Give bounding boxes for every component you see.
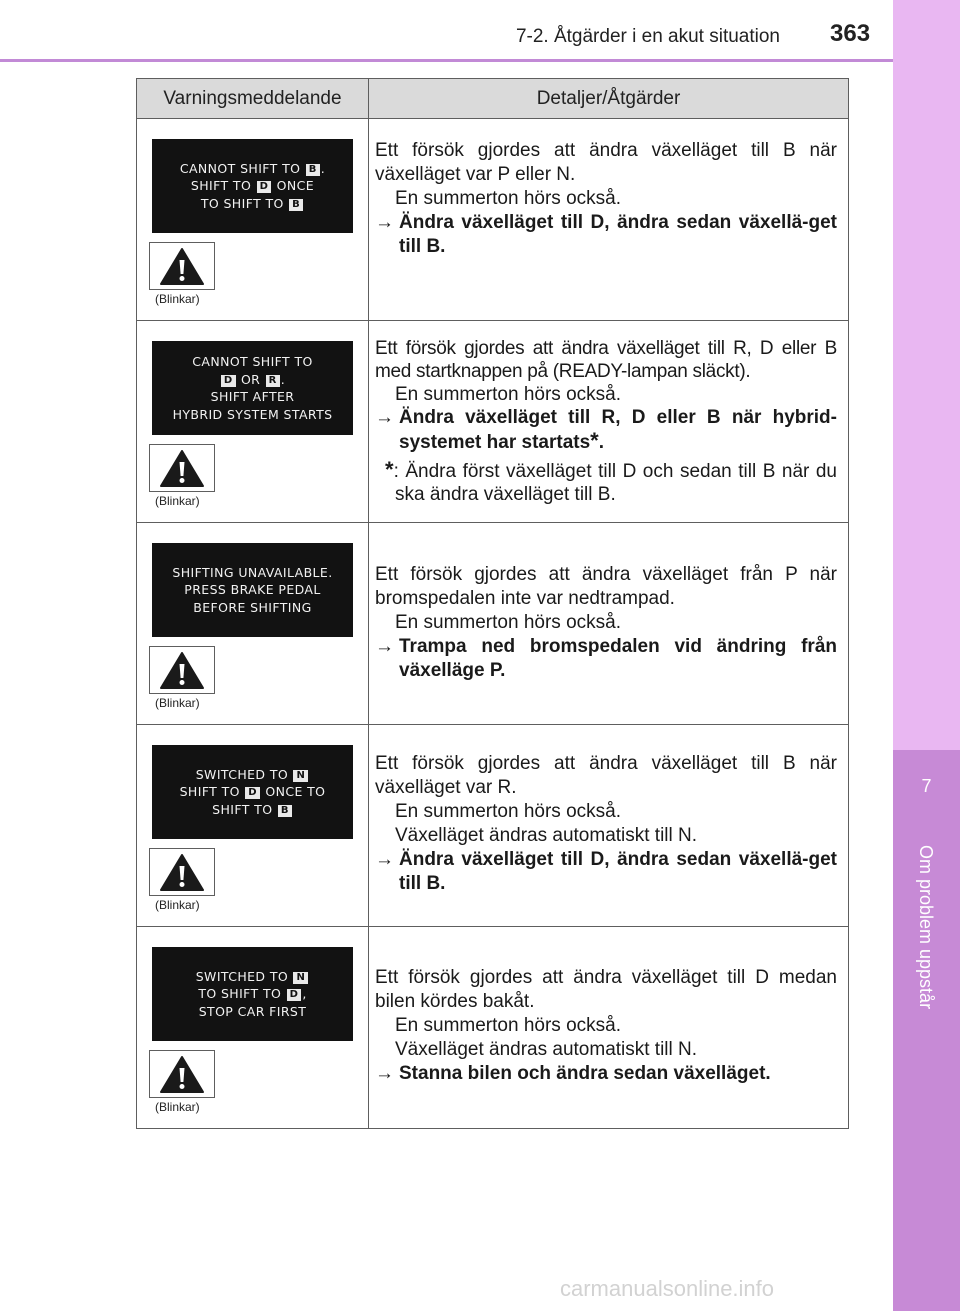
display-text: OR (240, 371, 261, 387)
display-text: SHIFT TO (179, 784, 240, 800)
gear-badge: R (266, 375, 280, 387)
action-label: Ändra växelläget till R, D eller B när hybrid-systemet har startats (399, 407, 837, 453)
display-text: SHIFT TO (212, 801, 273, 817)
warning-table (136, 78, 849, 1129)
details-cell (369, 523, 849, 725)
blink-caption: (Blinkar) (155, 292, 200, 306)
display-line: CANNOT SHIFT TO (192, 354, 313, 369)
display-text: SWITCHED TO (195, 968, 289, 984)
table-row (137, 725, 849, 927)
display-line (152, 968, 353, 986)
warning-triangle-icon (159, 1054, 205, 1094)
section-title: 7-2. Åtgärder i en akut situation (515, 26, 780, 47)
gear-badge: B (278, 805, 292, 817)
warning-triangle-icon (159, 448, 205, 488)
gear-badge: N (293, 770, 308, 782)
blink-caption: (Blinkar) (155, 696, 200, 710)
footnote-text (375, 458, 837, 506)
footnote-body: : Ändra först växelläget till D och sedan till B när du ska ändra växelläget till B. (393, 461, 837, 505)
action-label: Ändra växelläget till D, ändra sedan växellä-get till B. (399, 849, 837, 894)
display-line: BEFORE SHIFTING (193, 599, 312, 615)
details-cell (369, 725, 849, 927)
display-line: STOP CAR FIRST (198, 1003, 307, 1019)
side-tab-background (893, 0, 960, 750)
header-rule (0, 59, 893, 62)
display-line (152, 783, 353, 801)
buzzer-note: En summerton hörs också. (395, 1015, 621, 1036)
display-line (152, 801, 353, 819)
warning-cell (137, 725, 369, 927)
display-text: TO SHIFT TO (200, 195, 284, 211)
auto-neutral-note: Växelläget ändras automatiskt till N. (395, 825, 698, 846)
display-line: PRESS BRAKE PEDAL (184, 582, 321, 598)
action-text (375, 406, 837, 454)
display-line (152, 766, 353, 784)
description-text: Ett försök gjordes att ändra växelläget till R, D eller B med startknappen på (READY-lampan släckt). (375, 338, 837, 382)
table-row (137, 523, 849, 725)
watermark: carmanualsonline.info (560, 1276, 775, 1301)
display-text: SWITCHED TO (195, 766, 289, 782)
blink-caption: (Blinkar) (155, 898, 200, 912)
arrow-icon: → (375, 849, 394, 870)
description-text: Ett försök gjordes att ändra växelläget till B när växelläget var R. (375, 753, 837, 798)
display-text: CANNOT SHIFT TO (179, 160, 301, 176)
display-line: SHIFTING UNAVAILABLE. (172, 564, 333, 580)
warning-triangle-icon (159, 650, 205, 690)
display-text: . (280, 371, 286, 387)
details-cell (369, 927, 849, 1129)
auto-neutral-note: Växelläget ändras automatiskt till N. (395, 1039, 698, 1060)
warning-triangle-icon (159, 246, 205, 286)
arrow-icon: → (375, 636, 394, 657)
arrow-icon: → (375, 407, 394, 428)
message-display (152, 341, 353, 435)
gear-badge: D (221, 375, 236, 387)
page-number: 363 (830, 20, 871, 47)
description-text: Ett försök gjordes att ändra växelläget till B när växelläget var P eller N. (375, 140, 837, 185)
display-text: . (320, 160, 326, 176)
gear-badge: D (245, 787, 260, 799)
warning-cell (137, 321, 369, 523)
message-display (152, 745, 353, 839)
display-text: ONCE (276, 178, 315, 194)
display-text: ONCE TO (265, 784, 326, 800)
description-text: Ett försök gjordes att ändra växelläget från P när bromspedalen inte var nedtrampad. (375, 564, 837, 609)
table-row (137, 119, 849, 321)
table-row (137, 321, 849, 523)
action-text (375, 1062, 837, 1086)
description-text: Ett försök gjordes att ändra växelläget till D medan bilen kördes bakåt. (375, 967, 837, 1012)
warning-cell (137, 119, 369, 321)
action-label: Stanna bilen och ändra sedan växelläget. (399, 1063, 771, 1084)
warning-icon-box (149, 848, 215, 896)
action-label: Trampa ned bromspedalen vid ändring från växelläge P. (399, 636, 837, 681)
display-line (152, 985, 353, 1003)
display-text: TO SHIFT TO (198, 986, 282, 1002)
gear-badge: N (293, 972, 308, 984)
footnote-mark: * (385, 457, 394, 482)
display-text: SHIFT TO (190, 178, 252, 194)
warning-cell (137, 523, 369, 725)
warning-icon-box (149, 646, 215, 694)
buzzer-note: En summerton hörs också. (395, 801, 621, 822)
footnote-mark: * (590, 428, 599, 453)
chapter-number: 7 (921, 776, 932, 796)
chapter-label-text: Om problem uppstår (916, 845, 936, 1010)
warning-icon-box (149, 242, 215, 290)
action-text (375, 211, 837, 259)
table-row (137, 927, 849, 1129)
gear-badge: D (287, 989, 302, 1001)
arrow-icon: → (375, 1063, 394, 1084)
display-line (152, 160, 353, 178)
message-display (152, 139, 353, 233)
blink-caption: (Blinkar) (155, 494, 200, 508)
warning-icon-box (149, 1050, 215, 1098)
warning-triangle-icon (159, 852, 205, 892)
blink-caption: (Blinkar) (155, 1100, 200, 1114)
warning-cell (137, 927, 369, 1129)
table-header-row (137, 79, 849, 119)
display-line (152, 195, 353, 213)
display-line: SHIFT AFTER (210, 389, 295, 404)
details-cell (369, 321, 849, 523)
arrow-icon: → (375, 212, 394, 233)
header-warning-message: Varningsmeddelande (137, 79, 369, 119)
display-line (152, 371, 353, 389)
details-cell (369, 119, 849, 321)
action-end: . (598, 432, 604, 453)
header-details: Detaljer/Åtgärder (369, 79, 849, 119)
action-label: Ändra växelläget till D, ändra sedan växellä-get till B. (399, 212, 837, 257)
warning-icon-box (149, 444, 215, 492)
display-line: HYBRID SYSTEM STARTS (172, 406, 333, 422)
action-text (375, 635, 837, 683)
buzzer-note: En summerton hörs också. (395, 384, 621, 405)
buzzer-note: En summerton hörs också. (395, 188, 621, 209)
message-display (152, 947, 353, 1041)
buzzer-note: En summerton hörs också. (395, 612, 621, 633)
gear-badge: B (306, 164, 320, 176)
display-line (152, 177, 353, 195)
display-text: , (302, 986, 307, 1002)
message-display (152, 543, 353, 637)
side-tab-active (893, 750, 960, 1311)
gear-badge: B (289, 199, 303, 211)
action-text (375, 848, 837, 896)
gear-badge: D (257, 181, 272, 193)
